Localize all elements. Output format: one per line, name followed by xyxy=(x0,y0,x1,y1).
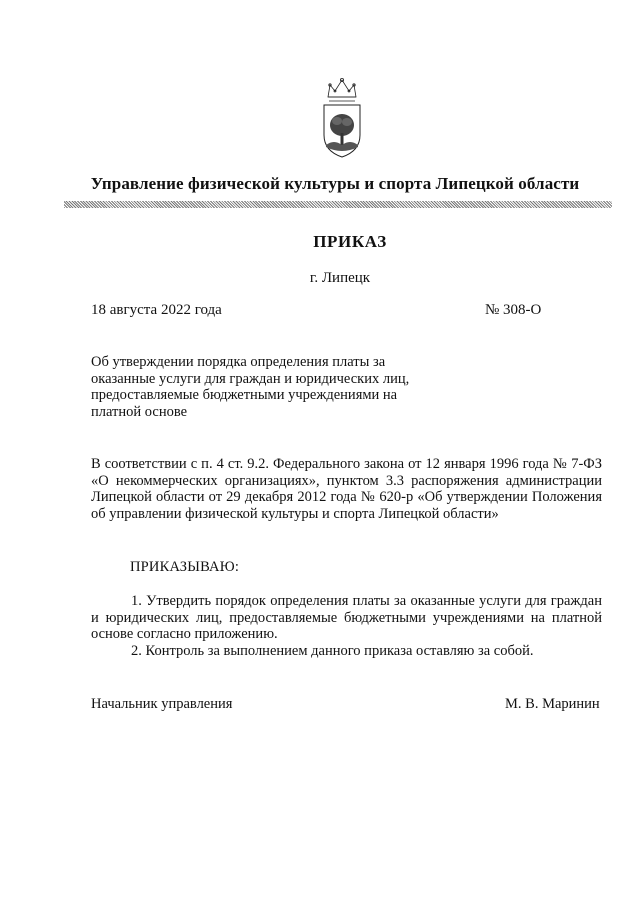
order-item: 2. Контроль за выполнением данного приказа оставляю за собой. xyxy=(131,642,534,659)
document-city: г. Липецк xyxy=(309,270,371,286)
lipetsk-coat-of-arms-icon xyxy=(320,75,364,159)
order-word: ПРИКАЗЫВАЮ: xyxy=(130,559,240,575)
signatory-role: Начальник управления xyxy=(91,696,233,712)
document-type: ПРИКАЗ xyxy=(313,232,387,251)
document-date: 18 августа 2022 года xyxy=(91,302,222,318)
document-subject: Об утверждении порядка определения платы за оказанные услуги для граждан и юридических лиц, предоставляемые бюджетными учреждениями на платной основе xyxy=(91,354,410,420)
signatory-name: М. В. Маринин xyxy=(505,696,600,712)
order-items xyxy=(91,593,602,659)
header-divider xyxy=(64,201,612,208)
order-item: 1. Утвердить порядок определения платы за оказанные услуги для граждан и юридических лиц, предоставляемые бюджетными учреждениями на платной основе согласно приложению. xyxy=(91,593,602,642)
document-preamble: В соответствии с п. 4 ст. 9.2. Федерального закона от 12 января 1996 года № 7-ФЗ «О некоммерческих организациях», пунктом 3.3 распоряжения администрации Липецкой области от 29 декабря 2012 года № 620-р «Об утверждении Положения об управлении физической культуры и спорта Липецкой области» xyxy=(91,456,602,522)
document-number: № 308-О xyxy=(485,302,542,318)
organization-title: Управление физической культуры и спорта Липецкой области xyxy=(90,174,580,193)
